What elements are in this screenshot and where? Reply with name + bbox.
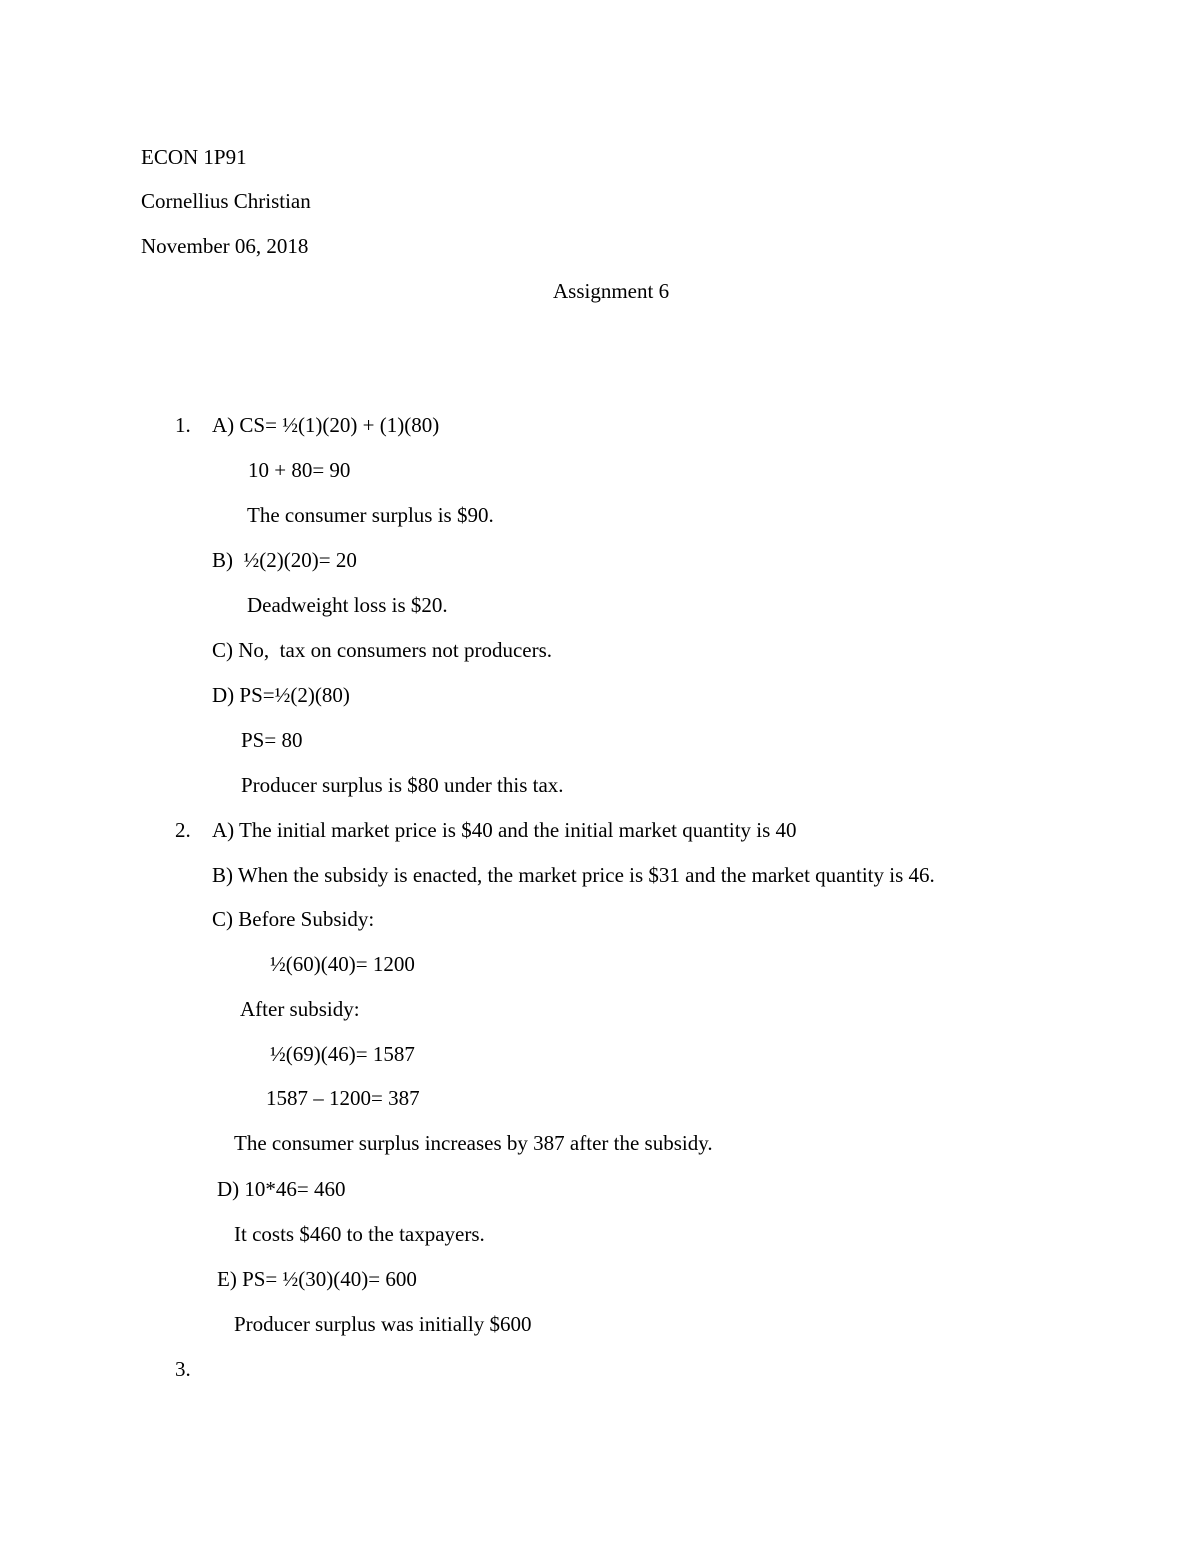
q1-d-calculation: PS= 80 — [241, 728, 303, 752]
q1-d-equation: D) PS=½(2)(80) — [212, 683, 350, 707]
q2-d-answer: It costs $460 to the taxpayers. — [234, 1222, 485, 1246]
q1-d-answer: Producer surplus is $80 under this tax. — [241, 773, 564, 797]
document-date: November 06, 2018 — [141, 234, 309, 258]
q1-a-equation: A) CS= ½(1)(20) + (1)(80) — [212, 413, 440, 437]
document-title: Assignment 6 — [553, 279, 670, 303]
q2-c-before-equation: ½(60)(40)= 1200 — [270, 952, 415, 976]
course-code: ECON 1P91 — [141, 145, 247, 169]
q2-d-equation: D) 10*46= 460 — [217, 1177, 346, 1201]
q1-b-equation: B) ½(2)(20)= 20 — [212, 548, 357, 572]
q1-a-answer: The consumer surplus is $90. — [247, 503, 494, 527]
q2-c-answer: The consumer surplus increases by 387 after the subsidy. — [234, 1131, 713, 1155]
student-name: Cornellius Christian — [141, 189, 311, 213]
q1-b-answer: Deadweight loss is $20. — [247, 593, 448, 617]
q1-a-calculation: 10 + 80= 90 — [248, 458, 351, 482]
q2-e-equation: E) PS= ½(30)(40)= 600 — [217, 1267, 417, 1291]
q2-c-label: C) Before Subsidy: — [212, 907, 375, 931]
q2-c-after-equation: ½(69)(46)= 1587 — [270, 1042, 415, 1066]
q1-number: 1. — [175, 413, 191, 437]
q2-c-difference: 1587 – 1200= 387 — [266, 1086, 420, 1110]
q1-c-answer: C) No, tax on consumers not producers. — [212, 638, 553, 662]
q2-b-answer: B) When the subsidy is enacted, the market price is $31 and the market quantity is 46. — [212, 863, 935, 887]
q2-c-after-label: After subsidy: — [240, 997, 360, 1021]
q3-number: 3. — [175, 1357, 191, 1381]
q2-a-answer: A) The initial market price is $40 and the initial market quantity is 40 — [212, 818, 797, 842]
q2-number: 2. — [175, 818, 191, 842]
q2-e-answer: Producer surplus was initially $600 — [234, 1312, 532, 1336]
